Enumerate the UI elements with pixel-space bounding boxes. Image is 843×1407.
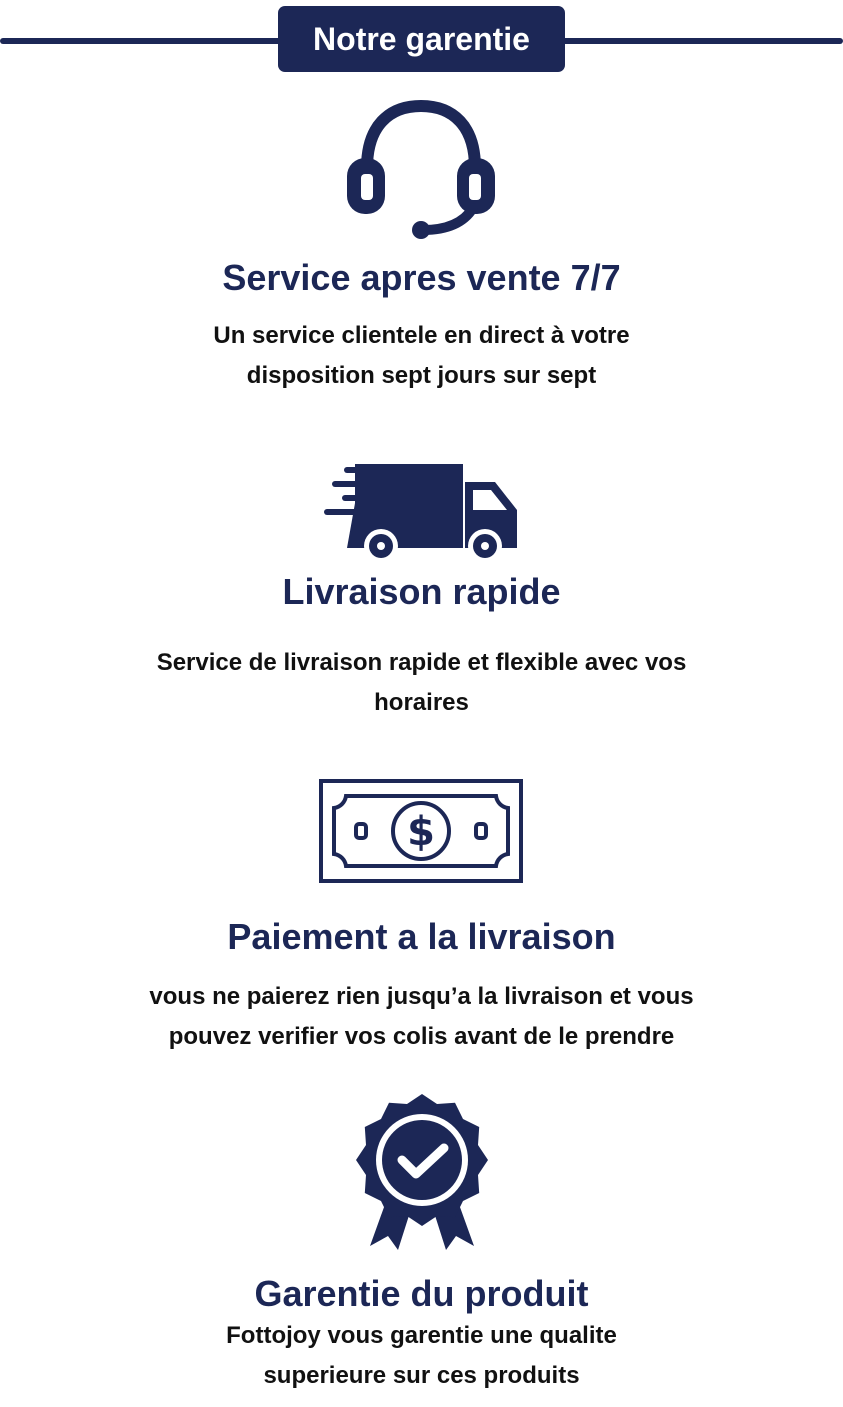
banknote-dollar-icon <box>318 778 524 884</box>
svg-text:$: $ <box>407 809 435 855</box>
feature-title: Paiement a la livraison <box>227 916 616 957</box>
section-title-badge: Notre garentie <box>278 6 565 72</box>
description-line: Un service clientele en direct à votre <box>213 322 630 349</box>
description-line: Fottojoy vous garentie une qualite <box>226 1322 617 1349</box>
feature-title: Livraison rapide <box>282 571 561 612</box>
description-line: disposition sept jours sur sept <box>246 362 597 389</box>
feature-title: Service apres vente 7/7 <box>222 257 621 298</box>
feature-description <box>120 1316 723 1396</box>
headset-icon <box>345 96 497 242</box>
description-line: pouvez verifier vos colis avant de le prendre <box>168 1023 675 1050</box>
description-line: superieure sur ces produits <box>263 1362 580 1389</box>
feature-description <box>120 316 723 396</box>
description-line: horaires <box>374 689 469 716</box>
description-line: Service de livraison rapide et flexible avec vos <box>156 649 687 676</box>
feature-description <box>100 643 743 723</box>
feature-description <box>100 977 743 1057</box>
quality-badge-check-icon <box>352 1092 492 1252</box>
delivery-truck-icon <box>323 464 520 564</box>
description-line: vous ne paierez rien jusqu’a la livraison et vous <box>149 983 694 1010</box>
feature-title: Garentie du produit <box>254 1273 589 1314</box>
